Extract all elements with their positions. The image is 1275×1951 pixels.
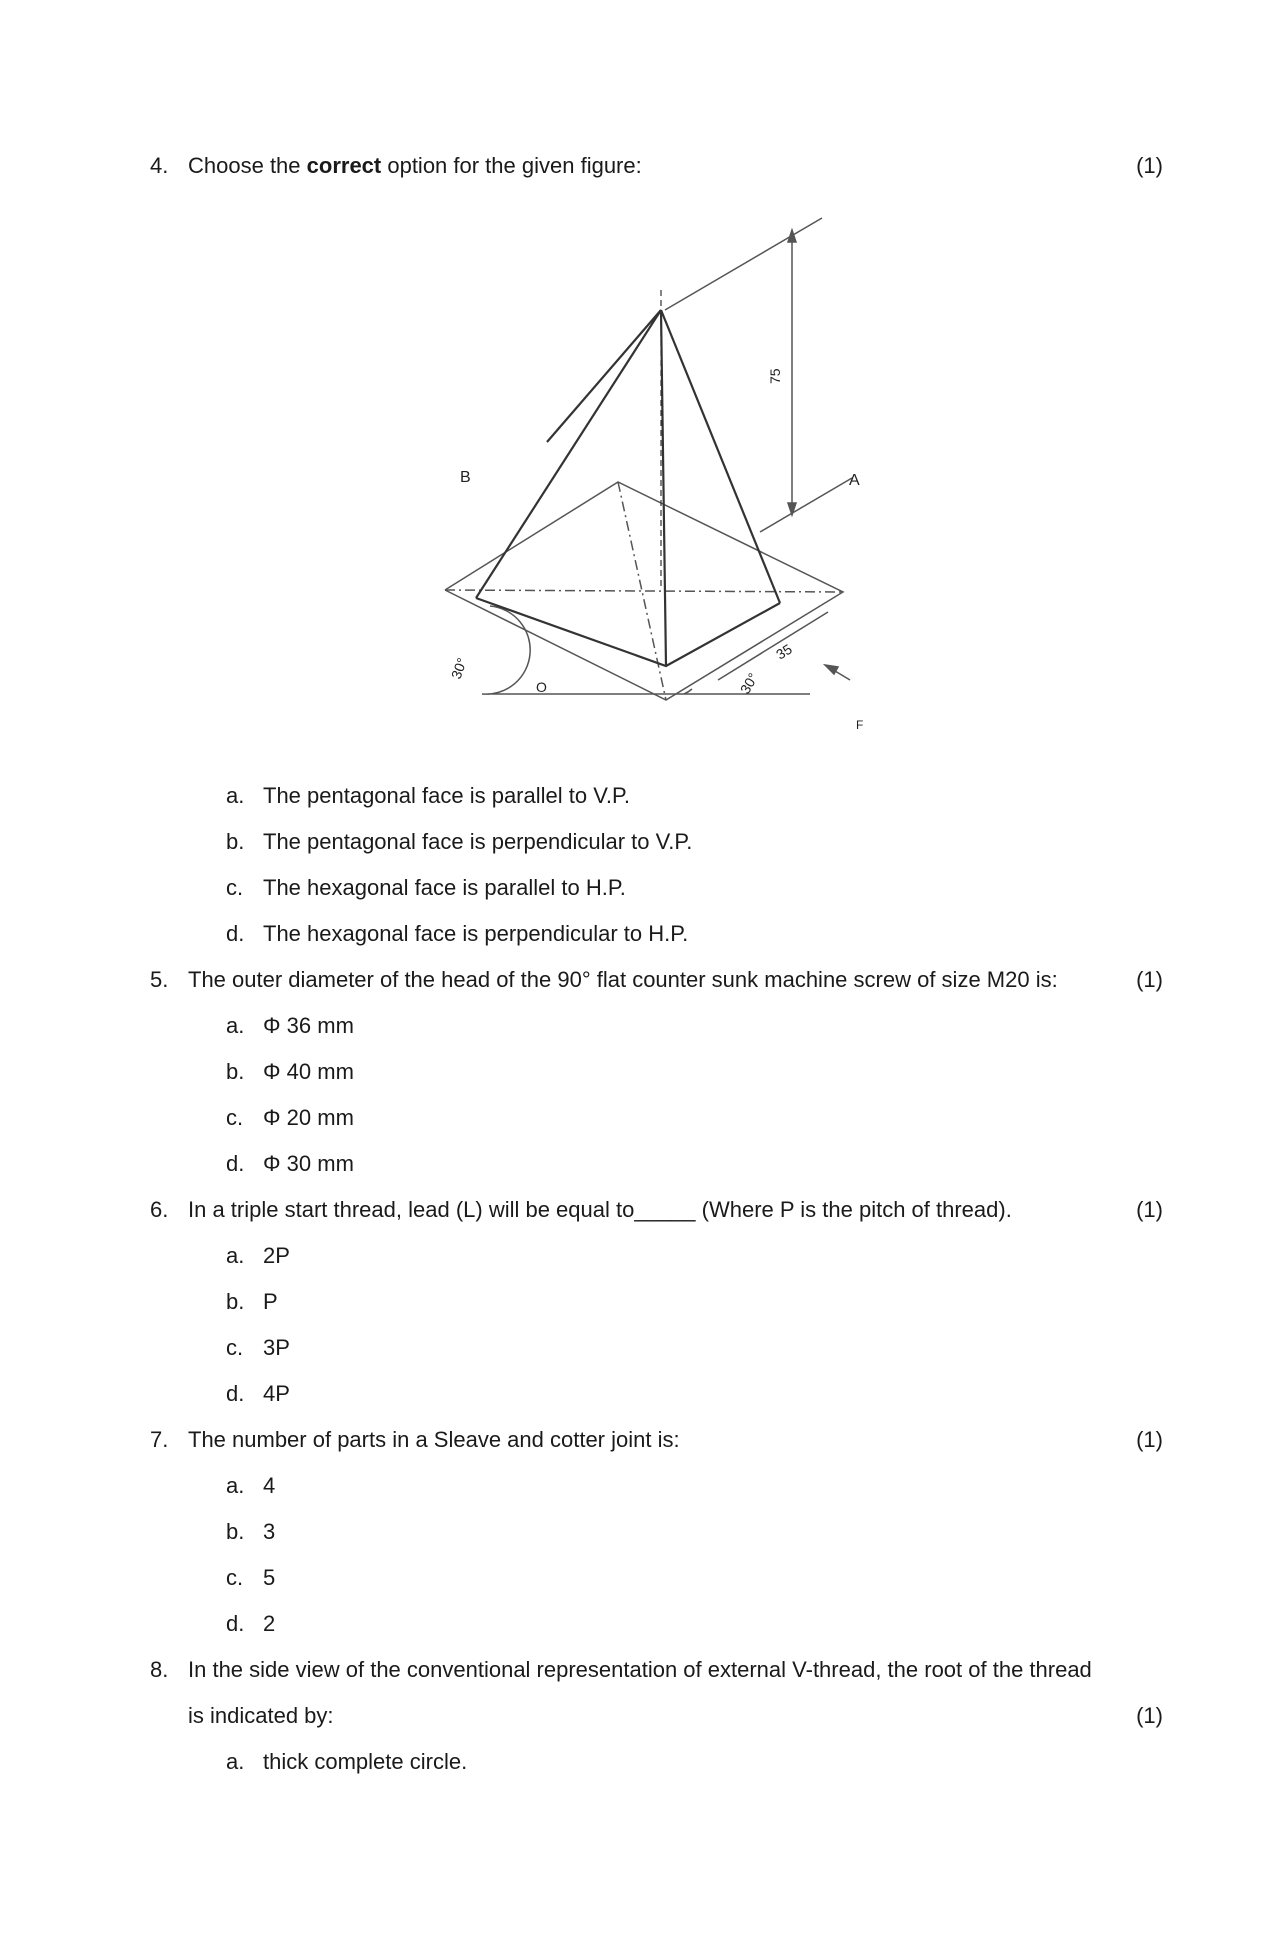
option-text: thick complete circle. [263,1749,468,1774]
marks-label: (1) [1136,1427,1163,1452]
option-text: Φ 30 mm [263,1151,354,1176]
label-side: 35 [773,640,795,663]
option-text: Φ 36 mm [263,1013,354,1038]
option-text: P [263,1289,278,1314]
base-diagonal [445,590,843,592]
label-angle-left: 30° [447,655,471,682]
question-text: Choose the correct option for the given figure: [188,153,642,178]
option-text: 3P [263,1335,290,1360]
marks-label: (1) [1136,1703,1163,1728]
option-text: Φ 40 mm [263,1059,354,1084]
option-letter: c. [226,875,244,900]
option-letter: b. [226,1289,245,1314]
emphasis-text: correct [306,153,382,178]
label-height: 75 [767,368,783,384]
label-a: A [849,472,860,489]
option-letter: c. [226,1335,244,1360]
option-letter: a. [226,1013,245,1038]
question-text: The number of parts in a Sleave and cotter joint is: [188,1427,680,1452]
marks-label: (1) [1136,967,1163,992]
option-letter: a. [226,1473,245,1498]
option-text: 4 [263,1473,276,1498]
label-o: O [536,679,547,695]
dimension-line [718,612,828,680]
marks-label: (1) [1136,153,1163,178]
option-letter: d. [226,1611,245,1636]
option-text: Φ 20 mm [263,1105,354,1130]
option-letter: b. [226,1059,245,1084]
pyramid-edge [547,310,661,442]
option-letter: a. [226,783,245,808]
option-text: The pentagonal face is perpendicular to V.P. [263,829,693,854]
pyramid-drawing [447,210,890,735]
option-letter: b. [226,1519,245,1544]
question-text: In the side view of the conventional representation of external V-thread, the root of the thread [188,1657,1092,1682]
arrow-head [825,665,838,674]
question-number: 6. [150,1197,169,1222]
option-letter: d. [226,921,245,946]
option-text: The pentagonal face is parallel to V.P. [263,783,630,808]
option-text: 2 [263,1611,276,1636]
question-text: The outer diameter of the head of the 90° flat counter sunk machine screw of size M20 is: [188,967,1058,992]
question-text-continued: is indicated by: [188,1703,334,1728]
option-letter: d. [226,1151,245,1176]
question-number: 5. [150,967,169,992]
question-text: In a triple start thread, lead (L) will be equal to_____ (Where P is the pitch of thread). [188,1197,1012,1222]
pyramid-edge [476,310,661,598]
arrow-head [788,503,796,515]
pyramid-edge [661,310,666,666]
option-letter: a. [226,1749,245,1774]
option-letter: b. [226,829,245,854]
option-text: 4P [263,1381,290,1406]
question-number: 7. [150,1427,169,1452]
angle-arc [482,606,530,694]
arrow-head [788,230,796,242]
option-text: 3 [263,1519,276,1544]
label-b: B [460,469,471,486]
marks-label: (1) [1136,1197,1163,1222]
option-text: 2P [263,1243,290,1268]
option-text: The hexagonal face is parallel to H.P. [263,875,626,900]
base-square [445,482,843,700]
pyramid-edge [661,310,780,603]
option-letter: c. [226,1105,244,1130]
pentagon-base [476,598,780,666]
label-angle-right: 30° [736,670,762,697]
option-letter: c. [226,1565,244,1590]
option-text: 5 [263,1565,276,1590]
option-letter: a. [226,1243,245,1268]
pyramid-figure [447,210,890,735]
option-letter: d. [226,1381,245,1406]
extension-line [760,478,852,532]
extension-line [665,218,822,310]
option-text: The hexagonal face is perpendicular to H.P. [263,921,689,946]
label-f: F [856,718,864,732]
question-number: 4. [150,153,169,178]
question-number: 8. [150,1657,169,1682]
